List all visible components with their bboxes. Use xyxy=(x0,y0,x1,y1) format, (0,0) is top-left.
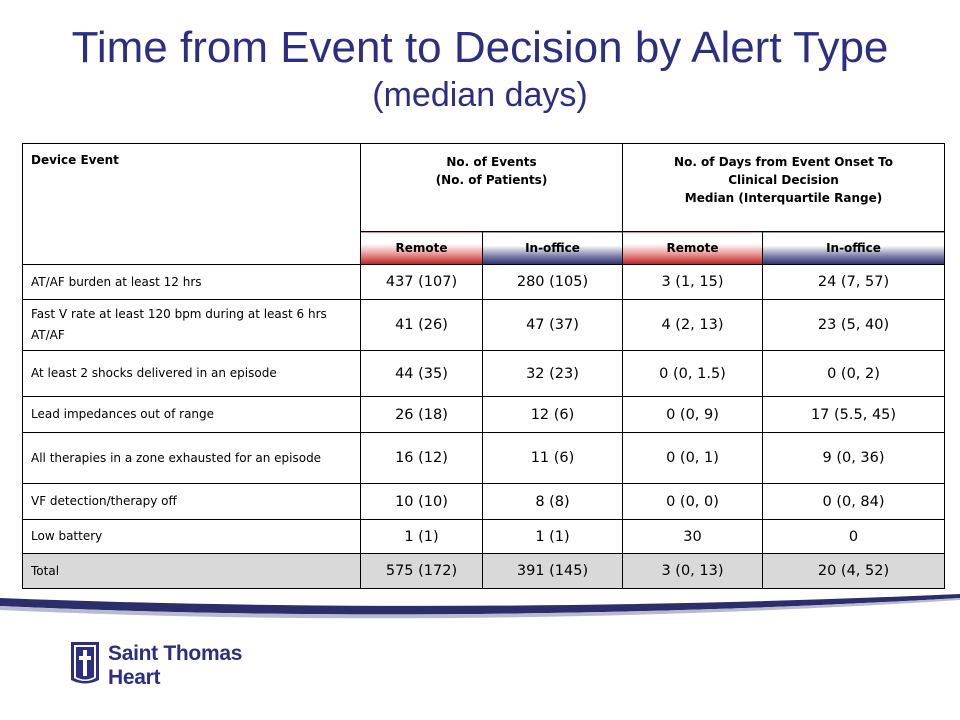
table-row-total xyxy=(23,554,945,589)
header-no-of-events xyxy=(361,144,623,232)
cell-remote-days: 0 (0, 1.5) xyxy=(623,351,763,397)
footer-swoosh xyxy=(0,590,960,630)
subheader-remote-events: Remote xyxy=(361,232,483,265)
table-row xyxy=(23,351,945,397)
cell-inoffice-events: 47 (37) xyxy=(483,300,623,351)
cell-inoffice-events: 280 (105) xyxy=(483,265,623,300)
header-events-line1: No. of Events xyxy=(446,155,537,169)
header-device-event: Device Event xyxy=(23,144,361,265)
cell-inoffice-days: 24 (7, 57) xyxy=(763,265,945,300)
cell-remote-events: 44 (35) xyxy=(361,351,483,397)
cell-remote-events: 437 (107) xyxy=(361,265,483,300)
cell-inoffice-days: 0 (0, 2) xyxy=(763,351,945,397)
cell-inoffice-days: 9 (0, 36) xyxy=(763,433,945,484)
cell-inoffice-days: 20 (4, 52) xyxy=(763,554,945,589)
cell-remote-days: 30 xyxy=(623,520,763,554)
cell-event: VF detection/therapy off xyxy=(23,484,361,520)
table-row xyxy=(23,265,945,300)
subheader-inoffice-days: In-office xyxy=(763,232,945,265)
cell-event: At least 2 shocks delivered in an episode xyxy=(23,351,361,397)
cell-inoffice-events: 32 (23) xyxy=(483,351,623,397)
cell-remote-events: 16 (12) xyxy=(361,433,483,484)
cell-event: AT/AF burden at least 12 hrs xyxy=(23,265,361,300)
cell-inoffice-events: 11 (6) xyxy=(483,433,623,484)
table-row xyxy=(23,484,945,520)
cell-inoffice-events: 12 (6) xyxy=(483,397,623,433)
cell-inoffice-days: 17 (5.5, 45) xyxy=(763,397,945,433)
cell-event: Total xyxy=(23,554,361,589)
header-days-line1: No. of Days from Event Onset To xyxy=(674,155,893,169)
cell-remote-events: 575 (172) xyxy=(361,554,483,589)
cell-event: All therapies in a zone exhausted for an episode xyxy=(23,433,361,484)
header-days-to-decision xyxy=(623,144,945,232)
header-days-line2: Clinical Decision xyxy=(728,173,839,187)
cell-remote-events: 41 (26) xyxy=(361,300,483,351)
cell-remote-events: 1 (1) xyxy=(361,520,483,554)
cell-inoffice-events: 391 (145) xyxy=(483,554,623,589)
cross-shield-icon xyxy=(70,640,100,688)
cell-remote-days: 0 (0, 1) xyxy=(623,433,763,484)
cell-event: Lead impedances out of range xyxy=(23,397,361,433)
title-line2: (median days) xyxy=(372,76,588,114)
header-days-line3: Median (Interquartile Range) xyxy=(684,191,883,205)
cell-remote-days: 0 (0, 9) xyxy=(623,397,763,433)
cell-event: Fast V rate at least 120 bpm during at least 6 hrs AT/AF xyxy=(23,300,361,351)
table-row xyxy=(23,433,945,484)
saint-thomas-heart-logo xyxy=(70,640,250,695)
cell-remote-events: 10 (10) xyxy=(361,484,483,520)
table-row xyxy=(23,520,945,554)
cell-inoffice-days: 0 xyxy=(763,520,945,554)
logo-line2: Heart xyxy=(108,666,161,689)
title-line1: Time from Event to Decision by Alert Type xyxy=(71,23,889,72)
logo-text xyxy=(108,642,242,690)
table-row xyxy=(23,300,945,351)
cell-remote-days: 3 (1, 15) xyxy=(623,265,763,300)
alert-type-table xyxy=(22,143,945,589)
subheader-inoffice-events: In-office xyxy=(483,232,623,265)
table-row xyxy=(23,397,945,433)
cell-remote-days: 3 (0, 13) xyxy=(623,554,763,589)
slide-title xyxy=(0,22,960,116)
subheader-remote-days: Remote xyxy=(623,232,763,265)
header-events-line2: (No. of Patients) xyxy=(435,173,548,187)
table-header-row xyxy=(23,144,945,232)
logo-line1: Saint Thomas xyxy=(108,642,243,665)
cell-remote-days: 0 (0, 0) xyxy=(623,484,763,520)
cell-event: Low battery xyxy=(23,520,361,554)
cell-inoffice-events: 8 (8) xyxy=(483,484,623,520)
cell-inoffice-days: 23 (5, 40) xyxy=(763,300,945,351)
cell-remote-events: 26 (18) xyxy=(361,397,483,433)
cell-inoffice-events: 1 (1) xyxy=(483,520,623,554)
cell-remote-days: 4 (2, 13) xyxy=(623,300,763,351)
cell-inoffice-days: 0 (0, 84) xyxy=(763,484,945,520)
